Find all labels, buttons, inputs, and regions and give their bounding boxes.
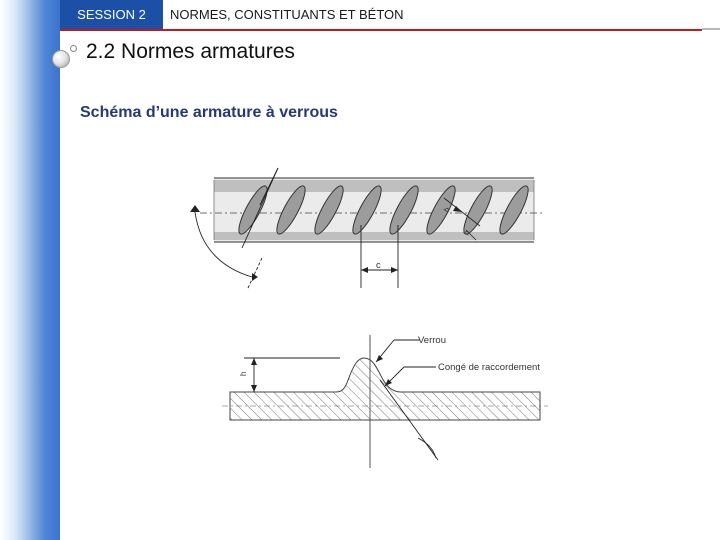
- height-h-dimension: [244, 358, 340, 392]
- rebar-shadow-bottom: [214, 232, 534, 240]
- section-title: 2.2 Normes armatures: [86, 40, 295, 63]
- rib-section-view: [222, 335, 548, 468]
- label-c: c: [376, 260, 381, 271]
- session-tab: SESSION 2: [60, 0, 163, 30]
- header-title: NORMES, CONSTITUANTS ET BÉTON: [170, 7, 404, 22]
- rebar-top-view: [190, 168, 545, 288]
- label-h: h: [239, 371, 248, 376]
- label-h-rib: h: [461, 228, 472, 237]
- label-conge: Congé de raccordement: [438, 362, 540, 373]
- diagram-subtitle: Schéma d’une armature à verrous: [80, 104, 338, 121]
- label-verrou: Verrou: [418, 335, 446, 346]
- label-h-top: h: [441, 205, 452, 214]
